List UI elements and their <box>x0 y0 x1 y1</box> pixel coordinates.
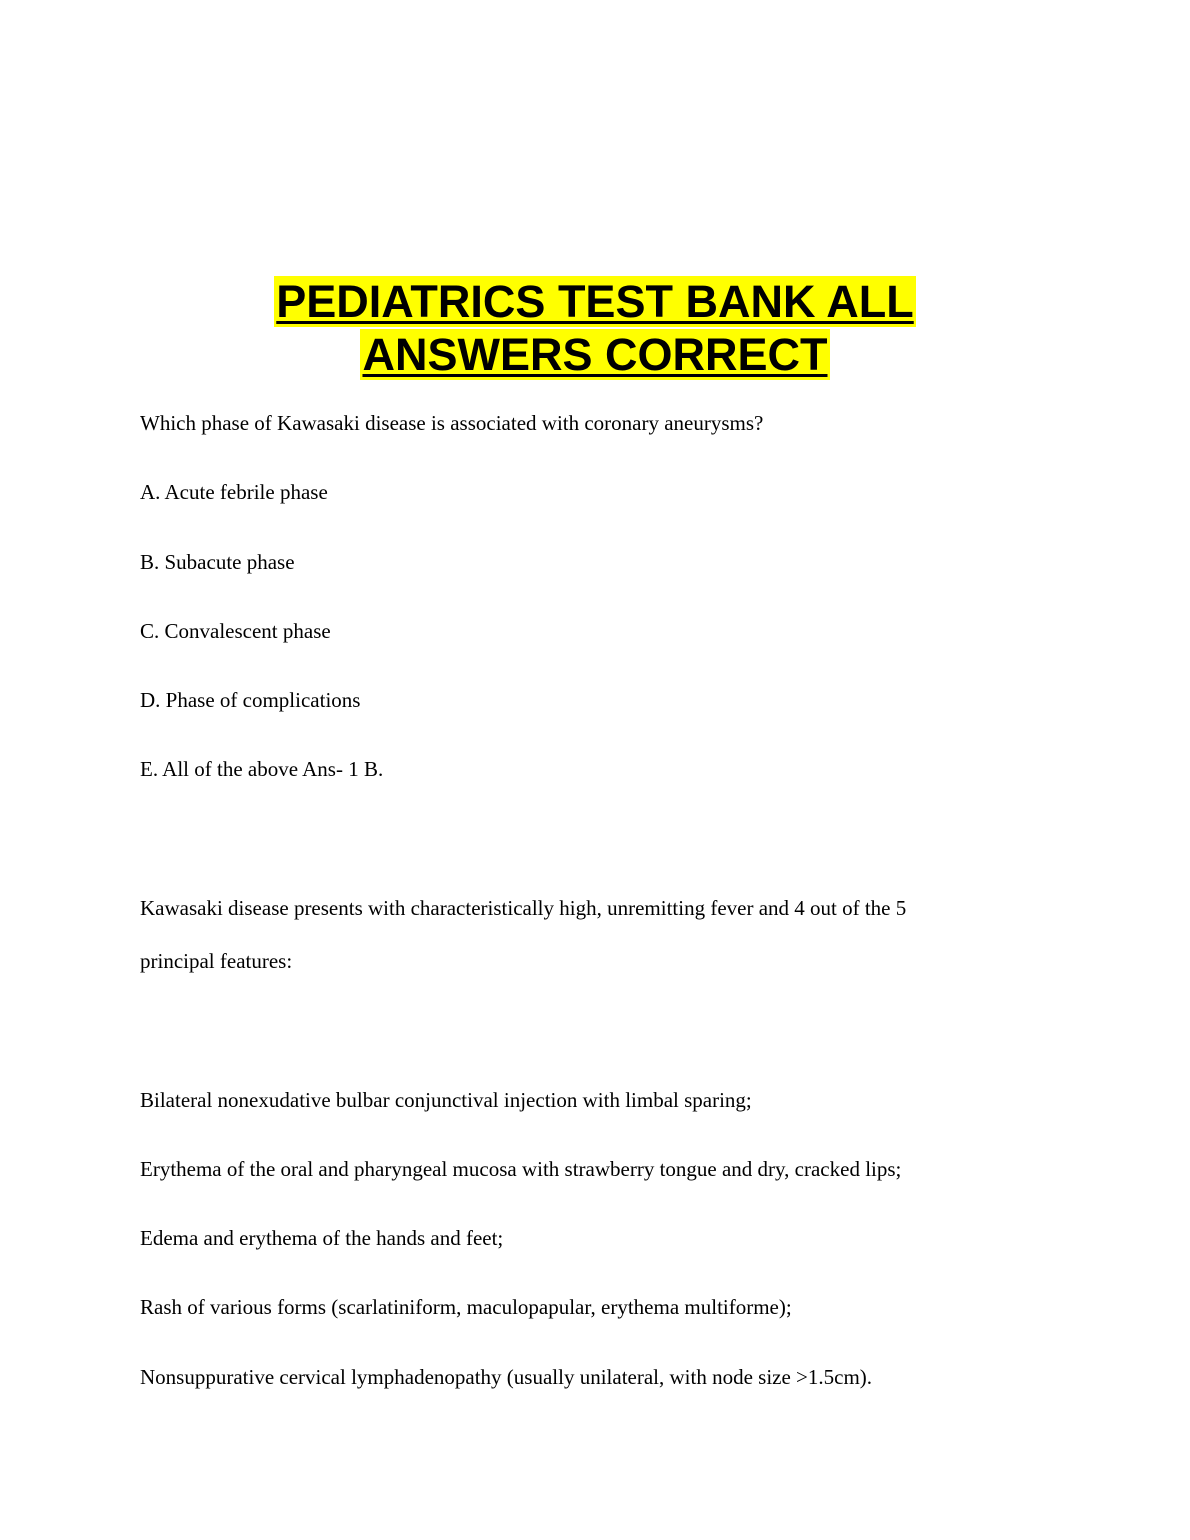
feature-item-3: Edema and erythema of the hands and feet; <box>140 1226 504 1250</box>
option-e: E. All of the above Ans- 1 B. <box>140 757 384 781</box>
option-d: D. Phase of complications <box>140 688 361 712</box>
feature-item-2: Erythema of the oral and pharyngeal mucosa with strawberry tongue and dry, cracked lips; <box>140 1157 902 1181</box>
option-b: B. Subacute phase <box>140 550 295 574</box>
title-line-2: ANSWERS CORRECT <box>362 329 828 380</box>
feature-item-5: Nonsuppurative cervical lymphadenopathy (usually unilateral, with node size >1.5cm). <box>140 1365 873 1389</box>
feature-item-1: Bilateral nonexudative bulbar conjunctival injection with limbal sparing; <box>140 1088 752 1112</box>
option-c: C. Convalescent phase <box>140 619 331 643</box>
explanation-line-2: principal features: <box>140 949 293 973</box>
page-title <box>140 275 1050 381</box>
option-a: A. Acute febrile phase <box>140 480 328 504</box>
title-line-1: PEDIATRICS TEST BANK ALL <box>276 276 914 327</box>
explanation-line-1: Kawasaki disease presents with characteristically high, unremitting fever and 4 out of the 5 <box>140 896 907 920</box>
feature-item-4: Rash of various forms (scarlatiniform, maculopapular, erythema multiforme); <box>140 1295 792 1319</box>
question-text: Which phase of Kawasaki disease is associated with coronary aneurysms? <box>140 411 764 435</box>
